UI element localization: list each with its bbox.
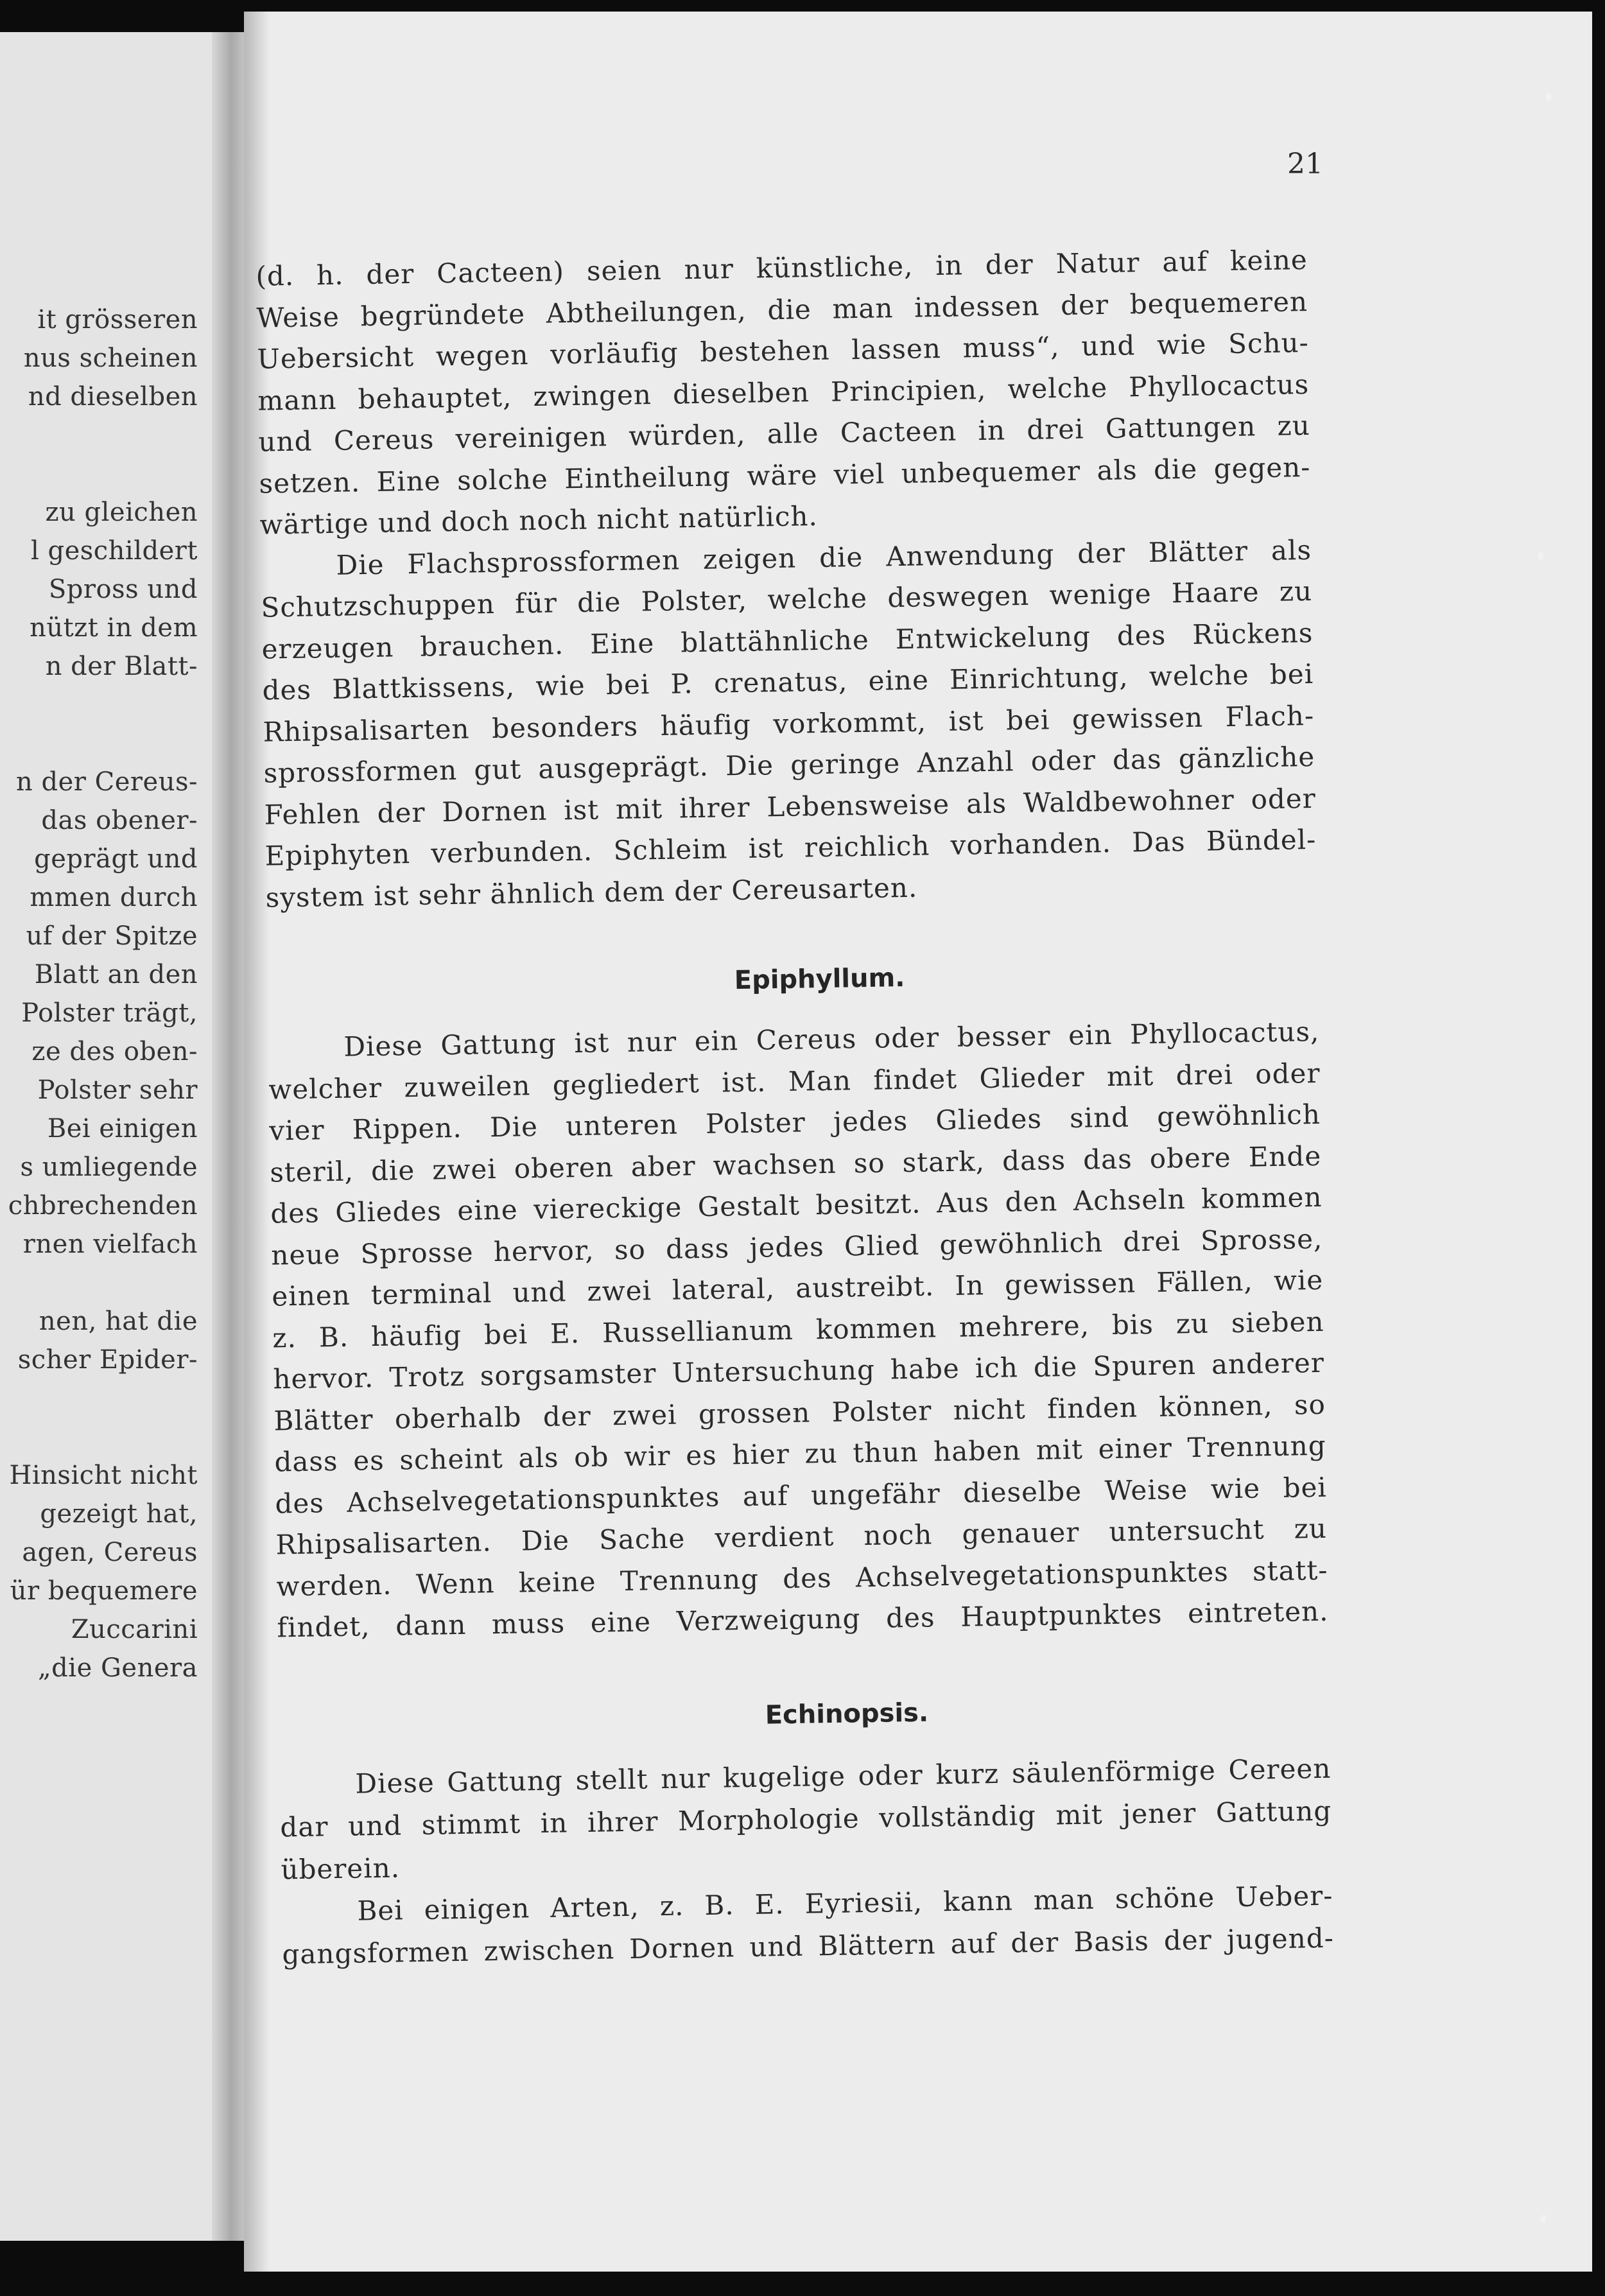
text-line: findet, dann muss eine Verzweigung des Hauptpunktes eintreten.	[277, 1595, 1329, 1644]
text-line: einen terminal und zwei lateral, austreibt. In gewissen Fällen, wie	[272, 1264, 1324, 1312]
left-column-line: nd dieselben	[28, 382, 198, 412]
text-line: des Gliedes eine viereckige Gestalt besitzt. Aus den Achseln kommen	[270, 1181, 1323, 1230]
left-column-line: das obener-	[41, 806, 198, 835]
text-line: wärtige und doch noch nicht natürlich.	[259, 500, 819, 541]
left-column-line: mmen durch	[30, 883, 198, 912]
left-column-line: „die Genera	[37, 1653, 198, 1683]
page-number: 21	[1287, 148, 1323, 180]
heading-epiphyllum: Epiphyllum.	[734, 963, 905, 996]
text-line: und Cereus vereinigen würden, alle Cacteen in drei Gattungen zu	[258, 409, 1311, 458]
left-column-line: Polster sehr	[37, 1075, 198, 1105]
left-column-line: geprägt und	[34, 844, 198, 874]
text-line: Diese Gattung ist nur ein Cereus oder besser ein Phyllocactus,	[343, 1015, 1320, 1063]
text-line: werden. Wenn keine Trennung des Achselvegetationspunktes statt-	[276, 1554, 1328, 1603]
text-line: Schutzschuppen für die Polster, welche deswegen wenige Haare zu	[261, 575, 1313, 623]
left-column-line: s umliegende	[20, 1152, 198, 1182]
left-column-line: scher Epider-	[17, 1345, 198, 1375]
text-line: steril, die zwei oberen aber wachsen so stark, dass das obere Ende	[270, 1140, 1322, 1188]
left-column-line: n der Cereus-	[16, 767, 198, 797]
text-line: überein.	[281, 1852, 401, 1886]
text-line: Blätter oberhalb der zwei grossen Polster nicht finden können, so	[273, 1388, 1326, 1437]
text-line: neue Sprosse hervor, so dass jedes Glied gewöhnlich drei Sprosse,	[271, 1222, 1323, 1271]
left-column-line: Hinsicht nicht	[9, 1461, 198, 1490]
text-line: gangsformen zwischen Dornen und Blättern auf der Basis der jugend-	[282, 1922, 1335, 1970]
scan-speck	[1538, 552, 1543, 560]
text-line: sprossformen gut ausgeprägt. Die geringe Anzahl oder das gänzliche	[263, 740, 1315, 789]
text-line: hervor. Trotz sorgsamster Untersuchung habe ich die Spuren anderer	[273, 1346, 1325, 1395]
left-column-line: nus scheinen	[23, 344, 198, 373]
left-column-line: ür bequemere	[10, 1576, 198, 1606]
text-line: mann behauptet, zwingen dieselben Principien, welche Phyllocactus	[257, 368, 1310, 417]
left-column-line: Spross und	[48, 575, 198, 604]
text-line: des Blattkissens, wie bei P. crenatus, eine Einrichtung, welche bei	[262, 657, 1314, 706]
scan-speck	[1546, 93, 1551, 101]
left-column-line: n der Blatt-	[45, 652, 198, 681]
text-line: Epiphyten verbunden. Schleim ist reichlich vorhanden. Das Bündel-	[265, 823, 1317, 872]
left-column-line: Blatt an den	[34, 960, 198, 989]
text-line: Bei einigen Arten, z. B. E. Eyriesii, kann man schöne Ueber-	[357, 1879, 1333, 1927]
left-column-line: agen, Cereus	[22, 1538, 198, 1567]
text-line: Die Flachsprossformen zeigen die Anwendung der Blätter als	[336, 534, 1312, 581]
text-line: des Achselvegetationspunktes auf ungefähr dieselbe Weise wie bei	[275, 1471, 1328, 1520]
left-column-line: it grösseren	[37, 305, 198, 335]
left-column-line: Zuccarini	[71, 1615, 198, 1644]
left-column-line: Polster trägt,	[21, 998, 198, 1028]
left-column-line: uf der Spitze	[26, 921, 198, 951]
right-page	[244, 12, 1592, 2272]
text-line: Weise begründete Abtheilungen, die man indessen der bequemeren	[256, 285, 1308, 334]
left-column-line: gezeigt hat,	[40, 1499, 198, 1529]
heading-echinopsis: Echinopsis.	[765, 1698, 929, 1730]
text-line: z. B. häufig bei E. Russellianum kommen mehrere, bis zu sieben	[272, 1305, 1324, 1354]
left-column-line: zu gleichen	[45, 498, 198, 527]
text-line: dar und stimmt in ihrer Morphologie vollständig mit jener Gattung	[280, 1795, 1332, 1843]
scan-speck	[1541, 2215, 1546, 2223]
text-line: Uebersicht wegen vorläufig bestehen lassen muss“, und wie Schu-	[257, 327, 1310, 375]
left-column-line: ze des oben-	[31, 1037, 198, 1066]
text-line: Rhipsalisarten. Die Sache verdient noch genauer untersucht zu	[275, 1512, 1328, 1561]
text-line: setzen. Eine solche Eintheilung wäre viel unbequemer als die gegen-	[259, 451, 1311, 500]
text-line: vier Rippen. Die unteren Polster jedes Gliedes sind gewöhnlich	[268, 1098, 1321, 1147]
left-column-line: nen, hat die	[39, 1307, 198, 1336]
left-column-line: l geschildert	[30, 536, 198, 566]
left-column-line: Bei einigen	[47, 1114, 198, 1144]
left-column-line: chbrechenden	[8, 1191, 198, 1221]
left-page	[0, 32, 231, 2241]
left-column-line: rnen vielfach	[22, 1230, 198, 1259]
left-column-line: nützt in dem	[30, 613, 198, 643]
text-line: system ist sehr ähnlich dem der Cereusarten.	[265, 871, 918, 914]
text-line: (d. h. der Cacteen) seien nur künstliche, in der Natur auf keine	[256, 244, 1308, 292]
text-line: erzeugen brauchen. Eine blattähnliche Entwickelung des Rückens	[261, 616, 1314, 665]
text-line: Fehlen der Dornen ist mit ihrer Lebensweise als Waldbewohner oder	[264, 782, 1317, 831]
text-line: Diese Gattung stellt nur kugelige oder kurz säulenförmige Cereen	[354, 1752, 1332, 1800]
text-line: Rhipsalisarten besonders häufig vorkommt, ist bei gewissen Flach-	[263, 699, 1315, 748]
text-line: dass es scheint als ob wir es hier zu thun haben mit einer Trennung	[274, 1429, 1327, 1478]
text-line: welcher zuweilen gegliedert ist. Man findet Glieder mit drei oder	[268, 1057, 1321, 1106]
